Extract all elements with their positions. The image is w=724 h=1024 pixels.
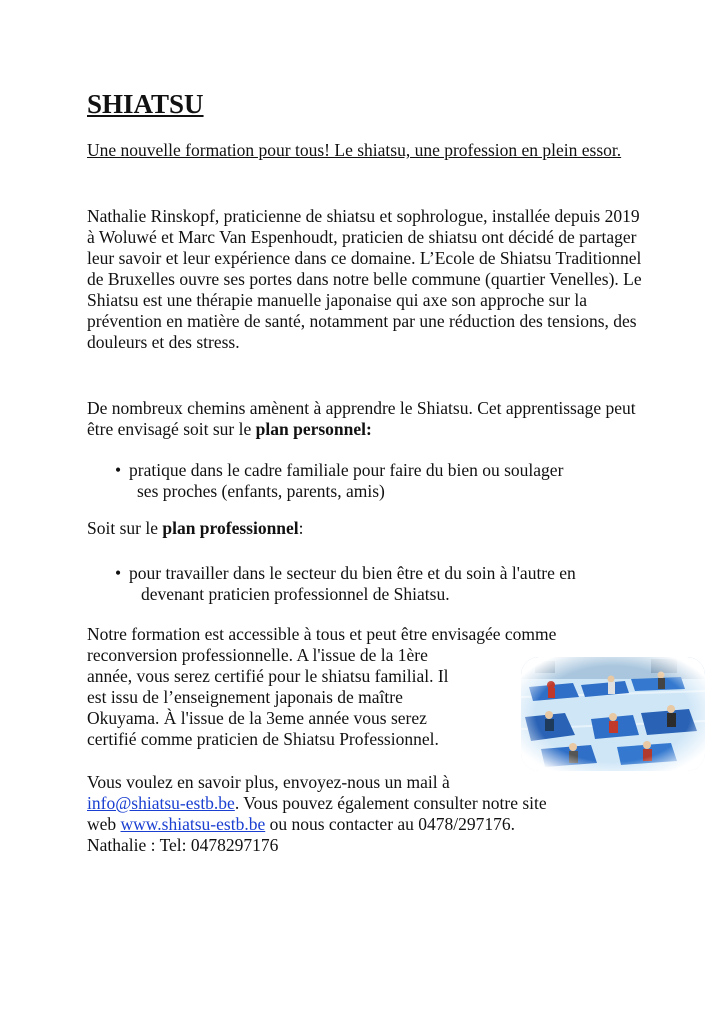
intro-paragraph: Nathalie Rinskopf, praticienne de shiatsu et sophrologue, installée depuis 2019 à Woluwé et Marc Van Espenhoudt, praticien de shiatsu ont décidé de partager leur savoir et leur expérience dans ce domaine. L’Ecole de Shiatsu Traditionnel de Bruxelles ouvre ses portes dans notre belle commune (quartier Venelles). Le Shiatsu est une thérapie manuelle japonaise qui axe son approche sur la prévention en matière de santé, notamment par une réduction des tensions, des douleurs et des stress.	[87, 206, 642, 352]
contact-line2-text: . Vous pouvez également consulter notre site	[234, 793, 547, 813]
contact-line1: Vous voulez en savoir plus, envoyez-nous un mail à	[87, 772, 450, 792]
bullet-professional-text	[115, 563, 645, 605]
professional-colon: :	[298, 518, 304, 538]
bullet-professional-line2: devenant praticien professionnel de Shiatsu.	[141, 584, 450, 604]
formation-line: Notre formation est accessible à tous et peut être envisagée comme	[87, 624, 557, 644]
bullet-professional	[115, 563, 645, 605]
formation-line: année, vous serez certifié pour le shiatsu familial. Il	[87, 666, 449, 686]
bullet-dot: •	[115, 460, 122, 480]
professional-paragraph	[87, 518, 647, 539]
bullet-personal	[115, 460, 635, 502]
bullet-professional-line1: pour travailler dans le secteur du bien être et du soin à l'autre en	[129, 563, 576, 583]
subtitle: Une nouvelle formation pour tous! Le shiatsu, une profession en plein essor.	[87, 140, 622, 160]
professional-text: Soit sur le	[87, 518, 163, 538]
bullet-personal-line2: ses proches (enfants, parents, amis)	[137, 481, 385, 501]
contact-line3-prefix: web	[87, 814, 121, 834]
formation-line: reconversion professionnelle. A l'issue de la 1ère	[87, 645, 428, 665]
formation-line: certifié comme praticien de Shiatsu Professionnel.	[87, 729, 439, 749]
plan-personnel-label: plan personnel:	[255, 419, 372, 439]
contact-paragraph	[87, 772, 647, 856]
email-link[interactable]: info@shiatsu-estb.be	[87, 793, 235, 813]
shiatsu-class-photo	[521, 657, 705, 771]
contact-line3-suffix: ou nous contacter au 0478/297176.	[265, 814, 516, 834]
website-link[interactable]: www.shiatsu-estb.be	[120, 814, 266, 834]
formation-line: est issu de l’enseignement japonais de maître	[87, 687, 403, 707]
paths-paragraph	[87, 398, 647, 440]
contact-line2	[87, 793, 647, 814]
page-title: SHIATSU	[87, 89, 204, 119]
bullet-personal-text	[115, 460, 635, 502]
paths-text: De nombreux chemins amènent à apprendre le Shiatsu. Cet apprentissage peut être envisagé soit sur le	[87, 398, 636, 439]
bullet-dot: •	[115, 563, 122, 583]
photo-illustration	[521, 657, 705, 771]
contact-line4: Nathalie : Tel: 0478297176	[87, 835, 279, 855]
formation-line: Okuyama. À l'issue de la 3eme année vous serez	[87, 708, 427, 728]
contact-line3	[87, 814, 647, 835]
bullet-personal-line1: pratique dans le cadre familiale pour faire du bien ou soulager	[129, 460, 564, 480]
plan-professionnel-label: plan professionnel	[162, 518, 299, 538]
